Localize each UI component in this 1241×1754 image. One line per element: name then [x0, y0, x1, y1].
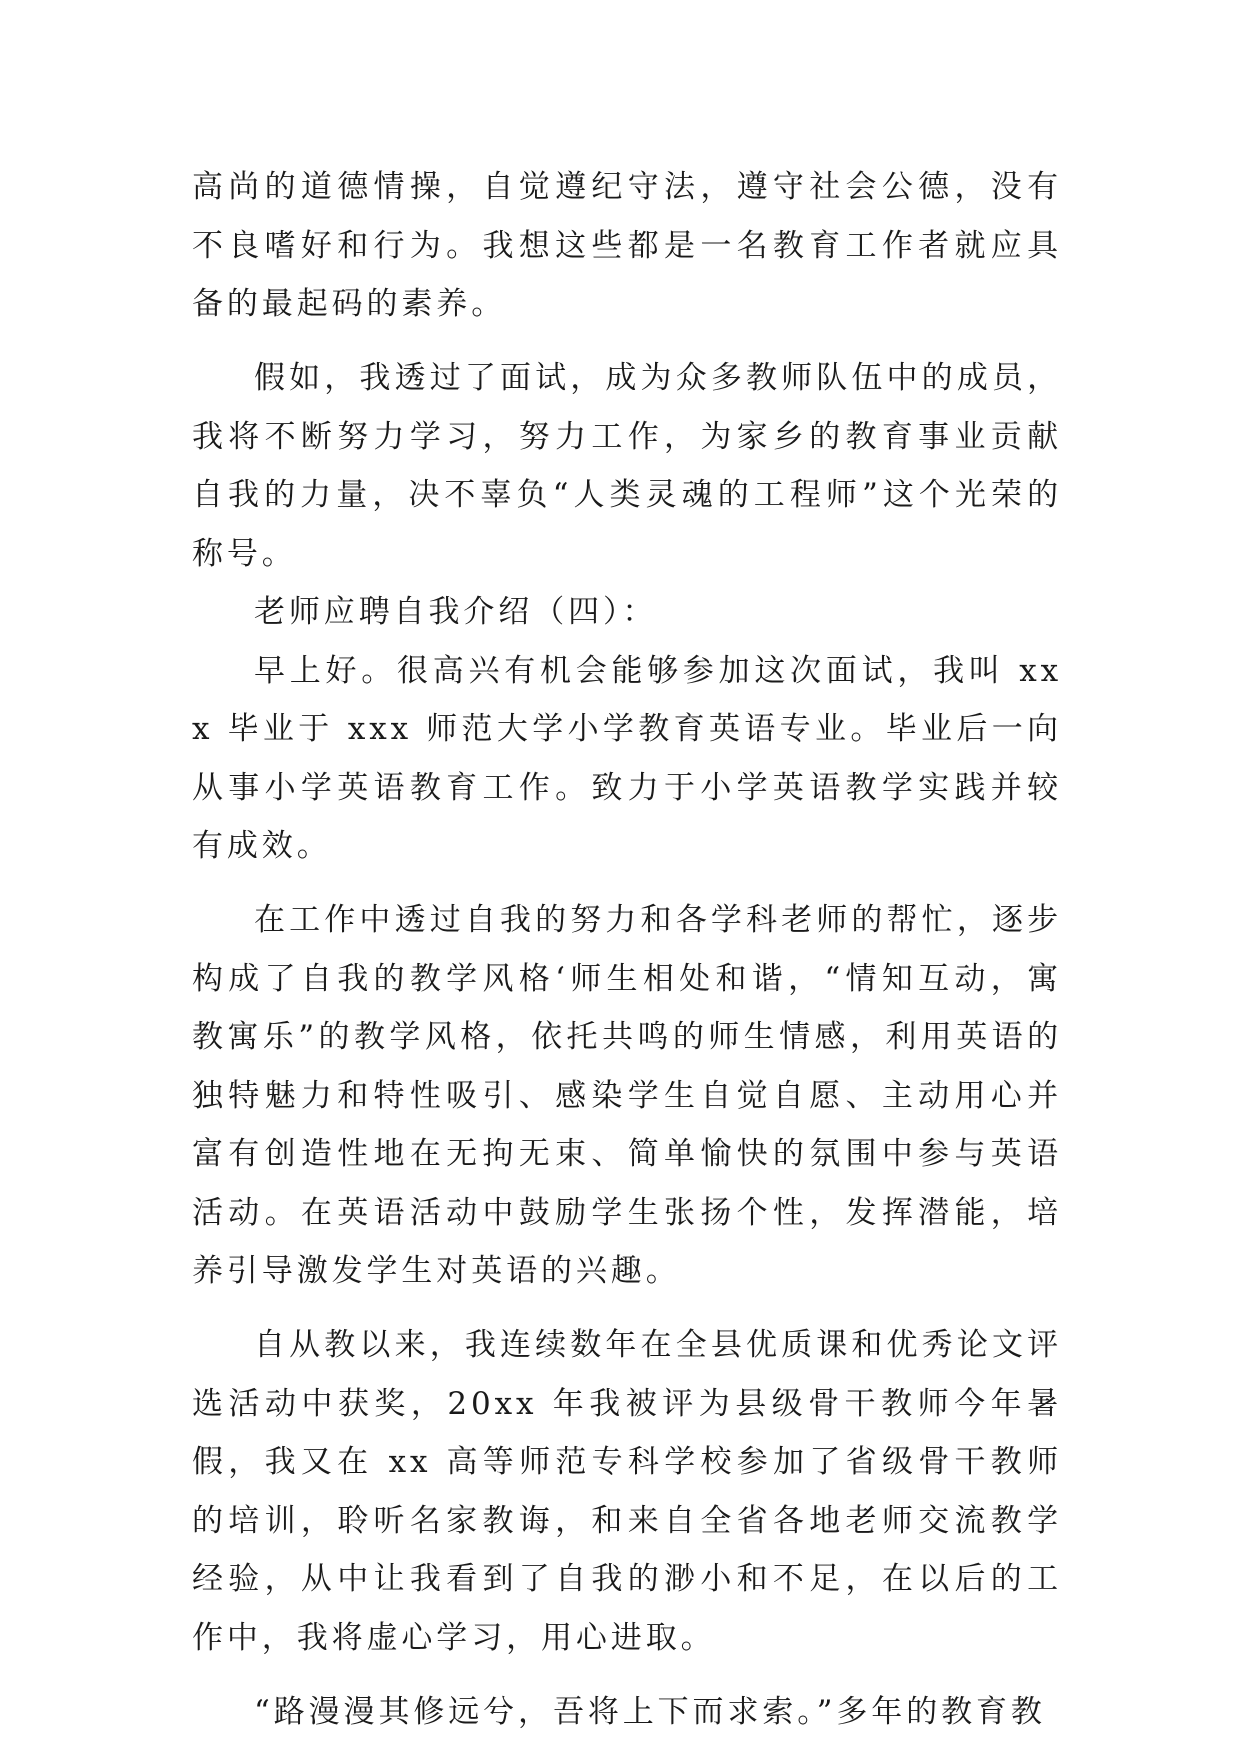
- document-body: [192, 158, 1062, 1741]
- paragraph-teaching-style: 在工作中透过自我的努力和各学科老师的帮忙，逐步构成了自我的教学风格‘师生相处和谐，“情知互动，寓教寓乐”的教学风格，依托共鸣的师生情感，利用英语的独特魅力和特性吸引、感染学生自觉自愿、主动用心并富有创造性地在无拘无束、简单愉快的氛围中参与英语活动。在英语活动中鼓励学生张扬个性，发挥潜能，培养引导激发学生对英语的兴趣。: [192, 902, 1062, 1289]
- paragraph-closing-quote: “路漫漫其修远兮，吾将上下而求索。”多年的教育教: [254, 1693, 1046, 1730]
- paragraph-interview-commitment: 假如，我透过了面试，成为众多教师队伍中的成员，我将不断努力学习，努力工作，为家乡的教育事业贡献自我的力量，决不辜负“人类灵魂的工程师”这个光荣的称号。: [192, 360, 1062, 572]
- paragraph-achievements: 自从教以来，我连续数年在全县优质课和优秀论文评选活动中获奖，20xx 年我被评为县级骨干教师今年暑假，我又在 xx 高等师范专科学校参加了省级骨干教师的培训，聆听名家教诲，和来自全省各地老师交流教学经验，从中让我看到了自我的渺小和不足，在以后的工作中，我将虚心学习，用心进取。: [192, 1327, 1062, 1656]
- paragraph-moral-qualities: 高尚的道德情操，自觉遵纪守法，遵守社会公德，没有不良嗜好和行为。我想这些都是一名教育工作者就应具备的最起码的素养。: [192, 169, 1062, 322]
- section-heading-self-introduction-4: 老师应聘自我介绍（四）：: [254, 594, 658, 630]
- paragraph-greeting-background: 早上好。很高兴有机会能够参加这次面试，我叫 xxx 毕业于 xxx 师范大学小学教育英语专业。毕业后一向从事小学英语教育工作。致力于小学英语教学实践并较有成效。: [192, 652, 1062, 864]
